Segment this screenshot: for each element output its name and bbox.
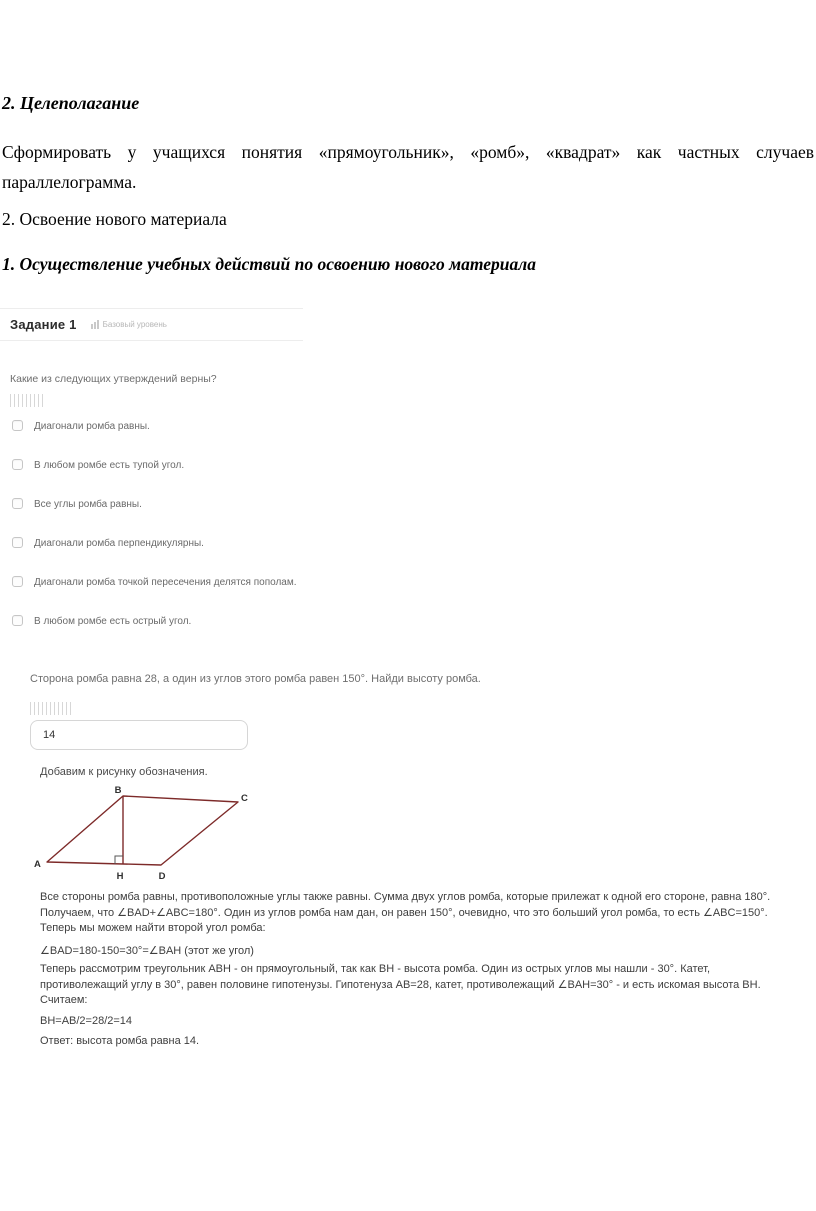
option-row[interactable]: [12, 615, 816, 628]
solution-calculation: BH=AB/2=28/2=14: [40, 1014, 133, 1027]
goal-paragraph: Сформировать у учащихся понятия «прямоугольник», «ромб», «квадрат» как частных случаев параллелограмма.: [2, 141, 814, 192]
difficulty-level: [91, 320, 167, 329]
task-header: [0, 308, 303, 341]
lesson-plan-text: [0, 92, 816, 276]
heading-goal-setting: 2. Целеполагание: [2, 93, 140, 113]
vertex-label-c: C: [241, 793, 248, 805]
solution-paragraph: Все стороны ромба равны, противоположные углы также равны. Сумма двух углов ромба, которые прилежат к одной его стороне, равна 180°. Получаем, что ∠BAD+∠ABC=180°. Один из углов ромба нам дан, он равен 150°, очевидно, что это больший угол ромба, то есть ∠ABC=150°. Теперь мы можем найти второй угол ромба:: [40, 891, 771, 935]
option-label: Диагонали ромба точкой пересечения делятся пополам.: [34, 577, 297, 589]
answer-input[interactable]: [30, 720, 248, 750]
task1-options: [0, 420, 816, 628]
option-label: В любом ромбе есть тупой угол.: [34, 460, 185, 472]
vertex-label-b: B: [114, 785, 122, 797]
option-label: В любом ромбе есть острый угол.: [34, 616, 192, 628]
task1-question: Какие из следующих утверждений верны?: [10, 373, 217, 386]
option-checkbox[interactable]: [12, 498, 23, 509]
option-label: Все углы ромба равны.: [34, 499, 142, 511]
vertex-label-a: A: [34, 859, 41, 871]
solution-intro: Добавим к рисунку обозначения.: [40, 766, 208, 779]
option-checkbox[interactable]: [12, 459, 23, 470]
solution-paragraph: Теперь рассмотрим треугольник ABH - он прямоугольный, так как BH - высота ромба. Один из острых углов мы нашли - 30°. Катет, противолежащий углу в 30°, равен половине гипотенузы. Гипотенуза AB=28, катет, противолежащий ∠BAH=30° - и есть искомая высота BH. Считаем:: [40, 963, 761, 1007]
solution-equation: ∠BAD=180-150=30°=∠BAH (этот же угол): [40, 944, 254, 957]
task-title: Задание 1: [10, 317, 77, 333]
option-checkbox[interactable]: [12, 576, 23, 587]
task2-block: [0, 673, 816, 1050]
difficulty-bars-icon: [91, 320, 99, 329]
barcode-icon: [30, 702, 72, 715]
option-row[interactable]: [12, 459, 816, 472]
difficulty-label: Базовый уровень: [102, 320, 167, 330]
vertex-label-d: D: [158, 871, 166, 883]
barcode-icon: [10, 394, 46, 407]
heading-new-material: 2. Освоение нового материала: [2, 208, 227, 229]
option-row[interactable]: [12, 498, 816, 511]
option-checkbox[interactable]: [12, 420, 23, 431]
parallelogram-outline: [47, 796, 238, 865]
option-label: Диагонали ромба перпендикулярны.: [34, 538, 204, 550]
rhombus-figure: [34, 784, 254, 888]
option-row[interactable]: [12, 420, 816, 433]
option-row[interactable]: [12, 537, 816, 550]
option-checkbox[interactable]: [12, 537, 23, 548]
right-angle-mark: [115, 856, 123, 864]
option-label: Диагонали ромба равны.: [34, 421, 150, 433]
heading-learning-actions: 1. Осуществление учебных действий по освоению нового материала: [2, 254, 536, 275]
option-row[interactable]: [12, 576, 816, 589]
solution-answer: Ответ: высота ромба равна 14.: [40, 1035, 200, 1048]
exercise-screenshot: [0, 308, 816, 1050]
option-checkbox[interactable]: [12, 615, 23, 626]
vertex-label-h: H: [116, 871, 124, 883]
task2-question: Сторона ромба равна 28, а один из углов этого ромба равен 150°. Найди высоту ромба.: [30, 673, 481, 686]
